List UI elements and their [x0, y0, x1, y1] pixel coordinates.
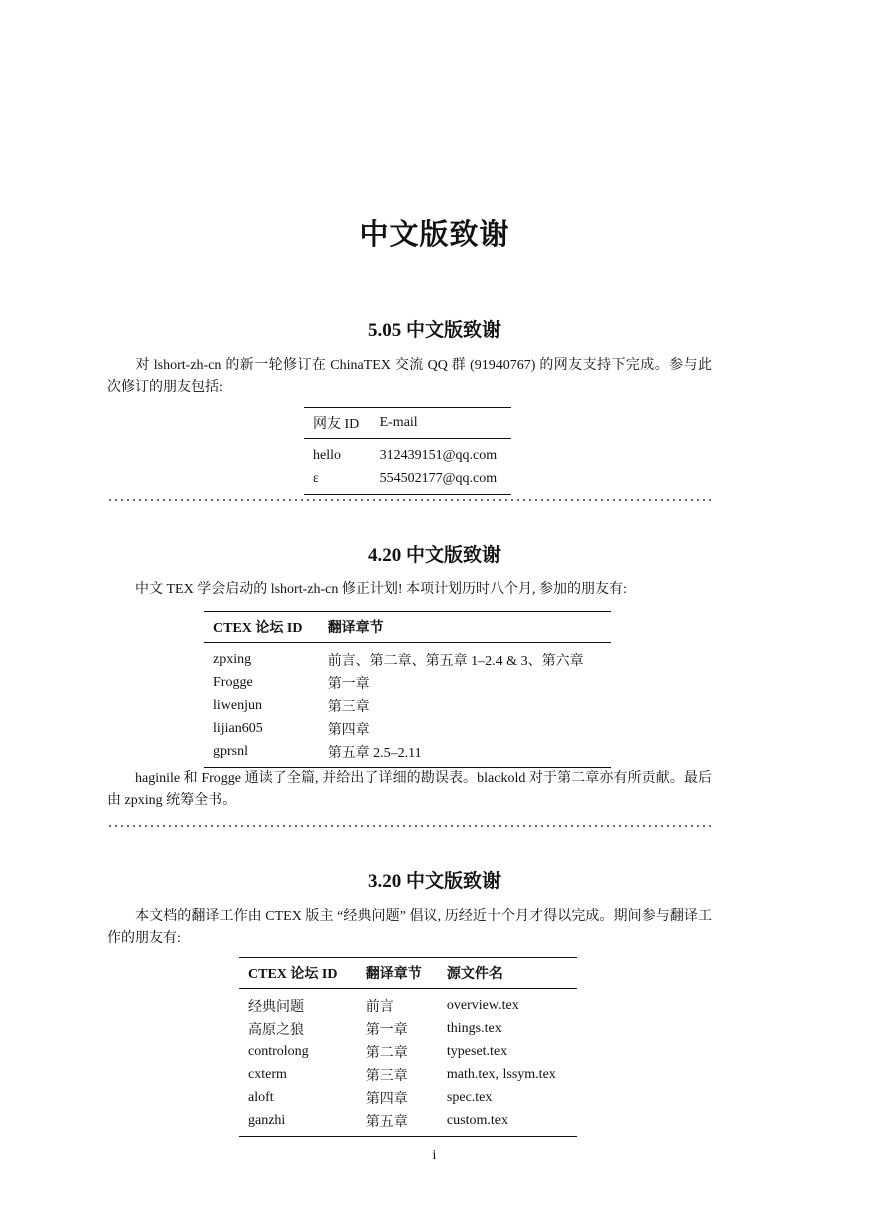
- table-row: [304, 467, 511, 495]
- table-row: [239, 1017, 577, 1040]
- section-heading-420: 4.20 中文版致谢: [367, 545, 501, 566]
- table-cell: 554502177@qq.com: [379, 470, 498, 486]
- section-heading-320: 3.20 中文版致谢: [367, 871, 501, 892]
- column-header: E-mail: [379, 415, 418, 430]
- column-header: CTEX 论坛 ID: [213, 621, 303, 636]
- column-header: CTEX 论坛 ID: [248, 967, 338, 982]
- section-paragraph-320-text: 本文档的翻译工作由 CTEX 版主 “经典问题” 倡议, 历经近十个月才得以完成。期间参与翻译工作的朋友有:: [107, 909, 712, 946]
- table-cell: liwenjun: [213, 697, 262, 713]
- table-cell: 经典问题: [248, 999, 304, 1015]
- table-cell: aloft: [248, 1089, 274, 1105]
- table-row: [204, 694, 611, 717]
- table-cell: math.tex, lssym.tex: [446, 1066, 556, 1082]
- section-paragraph-420-followup-text: haginile 和 Frogge 通读了全篇, 并给出了详细的勘误表。blackold 对于第二章亦有所贡献。最后由 zpxing 统筹全书。: [107, 771, 712, 808]
- table-cell: cxterm: [248, 1066, 287, 1082]
- table-cell: zpxing: [213, 651, 252, 667]
- table-cell: 第四章: [327, 722, 370, 738]
- table-cell: 第三章: [365, 1068, 408, 1084]
- contributors-table-320: [239, 957, 577, 1137]
- table-cell: lijian605: [213, 720, 263, 736]
- table-cell: 第一章: [365, 1022, 408, 1038]
- dotted-separator: [107, 497, 712, 503]
- table-cell: Frogge: [213, 674, 253, 690]
- table-row: [204, 740, 611, 768]
- table-row: [304, 439, 511, 468]
- column-header: 源文件名: [446, 967, 503, 982]
- table-cell: 第四章: [365, 1091, 408, 1107]
- table-cell: typeset.tex: [446, 1043, 508, 1059]
- column-header: 翻译章节: [365, 967, 422, 982]
- contributors-table-420: [204, 611, 611, 768]
- table-row: [204, 717, 611, 740]
- table-row: [239, 1109, 577, 1137]
- table-cell: 第五章: [365, 1114, 408, 1130]
- table-cell: things.tex: [446, 1020, 502, 1036]
- table-row: [204, 643, 611, 672]
- section-paragraph-320: [107, 906, 712, 950]
- table-header-row: [239, 958, 577, 989]
- table-cell: 前言: [365, 999, 394, 1015]
- table-cell: 第二章: [365, 1045, 408, 1061]
- table-cell: spec.tex: [446, 1089, 493, 1105]
- contributors-table-505: [304, 407, 511, 495]
- table-row: [204, 671, 611, 694]
- section-paragraph-420: [107, 579, 712, 601]
- table-row: [239, 989, 577, 1018]
- table-row: [239, 1063, 577, 1086]
- table-cell: 312439151@qq.com: [379, 447, 498, 463]
- table-header-row: [304, 408, 511, 439]
- table-cell: ganzhi: [248, 1112, 286, 1128]
- column-header: 网友 ID: [313, 417, 360, 432]
- table-cell: overview.tex: [446, 997, 519, 1013]
- table-cell: 第三章: [327, 699, 370, 715]
- table-row: [239, 1086, 577, 1109]
- section-paragraph-420-followup: [107, 768, 712, 812]
- table-row: [239, 1040, 577, 1063]
- section-paragraph-420-text: 中文 TEX 学会启动的 lshort-zh-cn 修正计划! 本项计划历时八个月, 参加的朋友有:: [135, 582, 627, 597]
- table-cell: ε: [313, 470, 319, 486]
- table-cell: hello: [313, 447, 341, 463]
- table-cell: custom.tex: [446, 1112, 508, 1128]
- table-header-row: [204, 612, 611, 643]
- column-header: 翻译章节: [327, 621, 384, 636]
- table-cell: 第五章 2.5–2.11: [327, 745, 422, 761]
- section-paragraph-505: [107, 355, 712, 399]
- section-heading-505: 5.05 中文版致谢: [367, 320, 501, 341]
- table-cell: gprsnl: [213, 743, 248, 759]
- table-cell: controlong: [248, 1043, 309, 1059]
- page-number: i: [432, 1148, 437, 1163]
- section-paragraph-505-text: 对 lshort-zh-cn 的新一轮修订在 ChinaTEX 交流 QQ 群 (91940767) 的网友支持下完成。参与此次修订的朋友包括:: [107, 358, 712, 395]
- dotted-separator: [107, 823, 712, 829]
- table-cell: 第一章: [327, 676, 370, 692]
- page-title: 中文版致谢: [359, 219, 510, 251]
- table-cell: 前言、第二章、第五章 1–2.4 & 3、第六章: [327, 653, 584, 669]
- table-cell: 高原之狼: [248, 1022, 304, 1038]
